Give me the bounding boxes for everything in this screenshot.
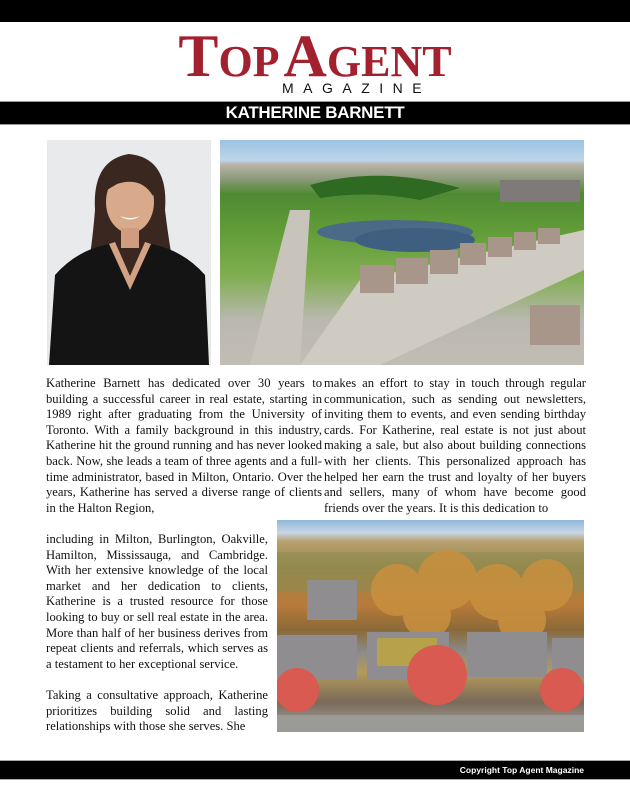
article-paragraph: Katherine Barnett has dedicated over 30 years to building a successful career in real estate, starting in 1989 right after graduating from the University of Toronto. With a family background in this industry, Katherine hit the ground running and has never looked back. Now, she leads a team of three agents and a full-time administrator, based in Milton, Ontario. Over the years, Katherine has served a diverse range of clients in the Halton Region, — [46, 376, 322, 515]
article-column-1-top — [46, 376, 322, 516]
aerial-photo-neighborhood — [220, 140, 584, 365]
aerial-photo-autumn-houses — [277, 520, 584, 732]
aerial-illustration-2 — [277, 520, 584, 732]
article-column-1-bottom — [46, 532, 268, 735]
portrait-illustration — [47, 140, 211, 365]
top-bar — [0, 0, 630, 22]
logo-letter-a: A — [283, 23, 327, 89]
logo-word-gent: GENT — [326, 37, 452, 86]
aerial-illustration-1 — [220, 140, 584, 365]
portrait-photo — [47, 140, 211, 365]
name-banner — [0, 101, 630, 125]
article-paragraph: makes an effort to stay in touch through regular communication, such as sending out newsletters, inviting them to events, and even sending birthday cards. For Katherine, real estate is not just about making a sale, but also about building connections with her clients. This personalized approach has helped her earn the trust and loyalty of her buyers and sellers, many of whom have become good friends over the years. It is this dedication to — [324, 376, 586, 515]
logo-subtitle: MAGAZINE — [282, 80, 432, 96]
logo-word-op: OP — [218, 37, 280, 86]
footer-bar — [0, 760, 630, 780]
article-paragraph: Taking a consultative approach, Katherine prioritizes building solid and lasting relationships with those she serves. She — [46, 687, 268, 734]
copyright-text: Copyright Top Agent Magazine — [459, 765, 584, 775]
article-paragraph: including in Milton, Burlington, Oakville, Hamilton, Mississauga, and Cambridge. With her extensive knowledge of the local market and her dedication to clients, Katherine is a trusted resource for those looking to buy or sell real estate in the area. More than half of her business derives from repeat clients and referrals, which serves as a testament to her exceptional service. — [46, 532, 268, 671]
magazine-logo — [0, 23, 630, 98]
logo-letter-t: T — [178, 23, 219, 89]
agent-name: KATHERINE BARNETT — [225, 103, 405, 122]
article-column-2 — [324, 376, 586, 516]
